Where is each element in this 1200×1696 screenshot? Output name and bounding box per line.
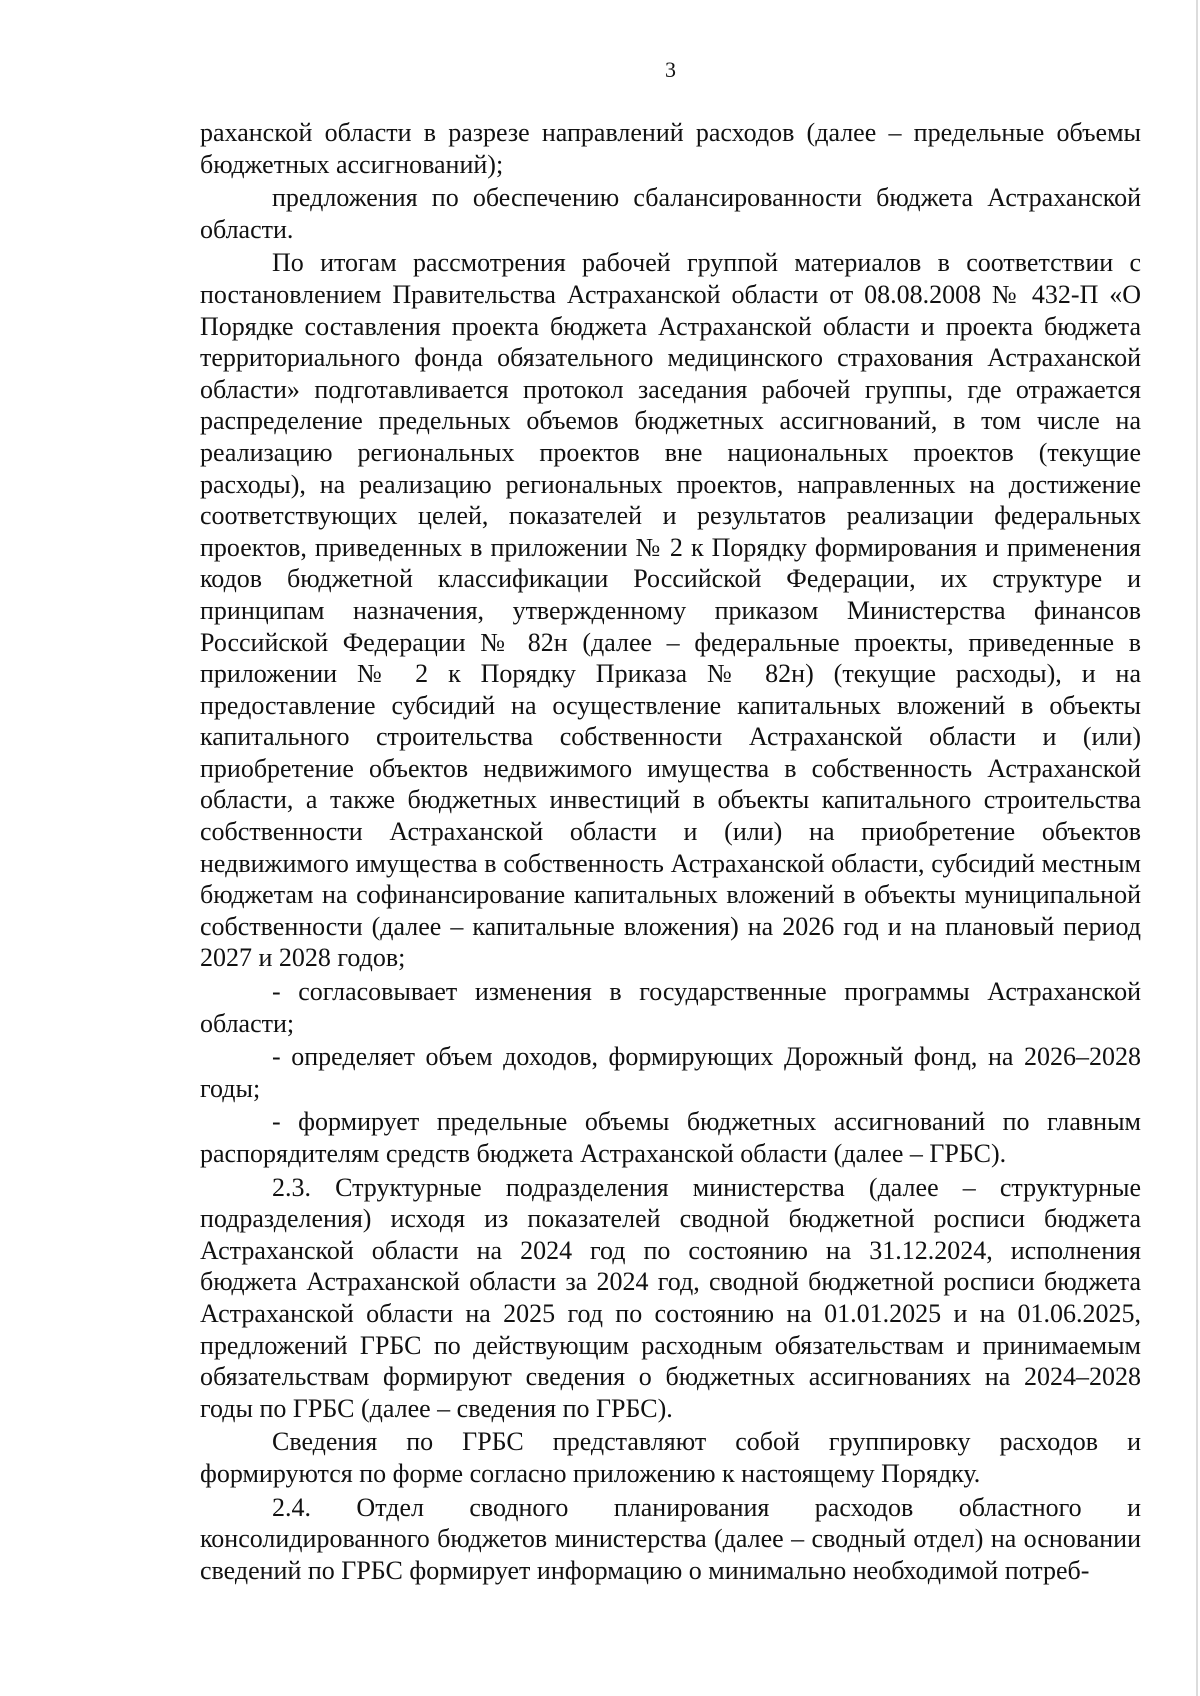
- page-edge: [1196, 0, 1198, 1696]
- list-item-budget-limits: - формирует предельные объемы бюджетных ассигнований по главным распорядителям средств бюджета Астраханской области (далее – ГРБС).: [200, 1107, 1141, 1168]
- paragraph-section-2-4: 2.4. Отдел сводного планирования расходов областного и консолидированного бюджетов министерства (далее – сводный отдел) на основании сведений по ГРБС формирует информацию о минимально необходимой потреб-: [200, 1492, 1141, 1585]
- document-body: [200, 117, 1141, 1586]
- paragraph-working-group-results: По итогам рассмотрения рабочей группой материалов в соответствии с постановлением Правительства Астраханской области от 08.08.2008 № 432-П «О Порядке составления проекта бюджета Астраханской области и проекта бюджета территориального фонда обязательного медицинского страхования Астраханской области» подготавливается протокол заседания рабочей группы, где отражается распределение предельных объемов бюджетных ассигнований, в том числе на реализацию региональных проектов вне национальных проектов (текущие расходы), на реализацию региональных проектов, направленных на достижение соответствующих целей, показателей и результатов реализации федеральных проектов, приведенных в приложении № 2 к Порядку формирования и применения кодов бюджетной классификации Российской Федерации, их структуре и принципам назначения, утвержденному приказом Министерства финансов Российской Федерации № 82н (далее – федеральные проекты, приведенные в приложении № 2 к Порядку Приказа № 82н) (текущие расходы), и на предоставление субсидий на осуществление капитальных вложений в объекты капитального строительства собственности Астраханской области и (или) приобретение объектов недвижимого имущества в собственность Астраханской области, а также бюджетных инвестиций в объекты капитального строительства собственности Астраханской области и (или) на приобретение объектов недвижимого имущества в собственность Астраханской области, субсидий местным бюджетам на софинансирование капитальных вложений в объекты муниципальной собственности (далее – капитальные вложения) на 2026 год и на плановый период 2027 и 2028 годов;: [200, 248, 1141, 973]
- paragraph-section-2-3: 2.3. Структурные подразделения министерства (далее – структурные подразделения) исходя из показателей сводной бюджетной росписи бюджета Астраханской области на 2024 год по состоянию на 31.12.2024, исполнения бюджета Астраханской области за 2024 год, сводной бюджетной росписи бюджета Астраханской области на 2025 год по состоянию на 01.01.2025 и на 01.06.2025, предложений ГРБС по действующим расходным обязательствам и принимаемым обязательствам формируют сведения о бюджетных ассигнованиях на 2024–2028 годы по ГРБС (далее – сведения по ГРБС).: [200, 1172, 1141, 1423]
- paragraph-balance-proposals: предложения по обеспечению сбалансированности бюджета Астраханской области.: [200, 183, 1141, 244]
- list-item-road-fund: - определяет объем доходов, формирующих Дорожный фонд, на 2026–2028 годы;: [200, 1042, 1141, 1103]
- paragraph-continuation: раханской области в разрезе направлений расходов (далее – предельные объемы бюджетных ассигнований);: [200, 118, 1141, 179]
- page-number: 3: [665, 57, 676, 82]
- list-item-state-programs: - согласовывает изменения в государственные программы Астраханской области;: [200, 977, 1141, 1038]
- paragraph-grbs-info: Сведения по ГРБС представляют собой группировку расходов и формируются по форме согласно приложению к настоящему Порядку.: [200, 1427, 1141, 1488]
